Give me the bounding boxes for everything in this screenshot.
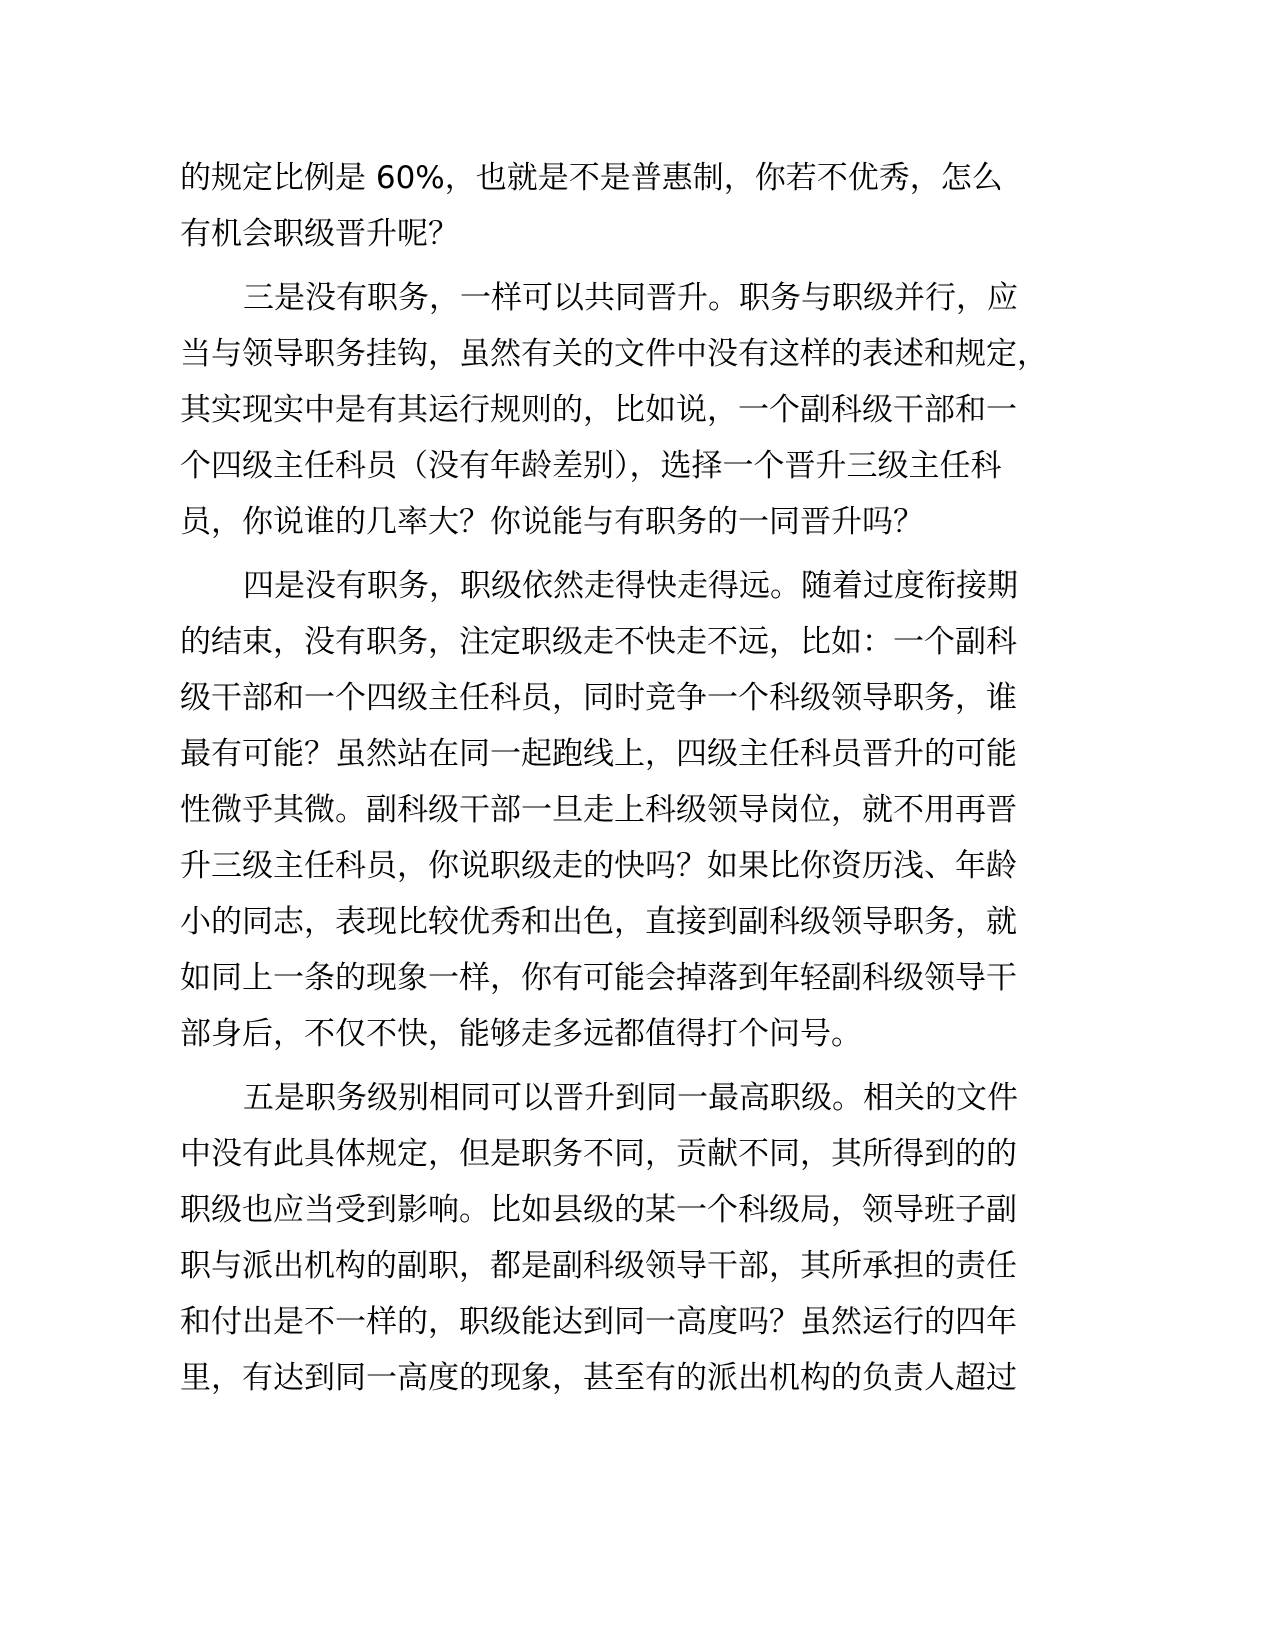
text-line: 部身后，不仅不快，能够走多远都值得打个问号。 bbox=[180, 1016, 862, 1052]
paragraph-3 bbox=[180, 558, 1060, 1062]
text-line: 五是职务级别相同可以晋升到同一最高职级。相关的文件 bbox=[243, 1080, 1018, 1116]
text-line: 小的同志，表现比较优秀和出色，直接到副科级领导职务，就 bbox=[180, 904, 1017, 940]
text-line: 四是没有职务，职级依然走得快走得远。随着过度衔接期 bbox=[243, 568, 1018, 604]
text-line: 的规定比例是 60%，也就是不是普惠制，你若不优秀，怎么 bbox=[180, 160, 1003, 196]
text-line: 升三级主任科员，你说职级走的快吗？如果比你资历浅、年龄 bbox=[180, 848, 1017, 884]
paragraph-2 bbox=[180, 270, 1060, 550]
text-line: 职与派出机构的副职，都是副科级领导干部，其所承担的责任 bbox=[180, 1248, 1017, 1284]
text-line: 有机会职级晋升呢？ bbox=[180, 216, 459, 252]
text-line: 里，有达到同一高度的现象，甚至有的派出机构的负责人超过 bbox=[180, 1360, 1017, 1396]
text-line: 当与领导职务挂钩，虽然有关的文件中没有这样的表述和规定， bbox=[180, 336, 1048, 372]
text-line: 性微乎其微。副科级干部一旦走上科级领导岗位，就不用再晋 bbox=[180, 792, 1017, 828]
text-line: 三是没有职务，一样可以共同晋升。职务与职级并行，应 bbox=[243, 280, 1018, 316]
text-line: 最有可能？虽然站在同一起跑线上，四级主任科员晋升的可能 bbox=[180, 736, 1017, 772]
text-line: 的结束，没有职务，注定职级走不快走不远，比如：一个副科 bbox=[180, 624, 1017, 660]
text-line: 和付出是不一样的，职级能达到同一高度吗？虽然运行的四年 bbox=[180, 1304, 1017, 1340]
document-body bbox=[180, 150, 1060, 1414]
text-line: 员，你说谁的几率大？你说能与有职务的一同晋升吗？ bbox=[180, 504, 924, 540]
text-line: 级干部和一个四级主任科员，同时竞争一个科级领导职务，谁 bbox=[180, 680, 1017, 716]
paragraph-4 bbox=[180, 1070, 1060, 1406]
paragraph-1 bbox=[180, 150, 1060, 262]
text-line: 其实现实中是有其运行规则的，比如说，一个副科级干部和一 bbox=[180, 392, 1017, 428]
text-line: 如同上一条的现象一样，你有可能会掉落到年轻副科级领导干 bbox=[180, 960, 1017, 996]
text-line: 职级也应当受到影响。比如县级的某一个科级局，领导班子副 bbox=[180, 1192, 1017, 1228]
text-line: 个四级主任科员（没有年龄差别），选择一个晋升三级主任科 bbox=[180, 448, 1002, 484]
text-line: 中没有此具体规定，但是职务不同，贡献不同，其所得到的的 bbox=[180, 1136, 1017, 1172]
